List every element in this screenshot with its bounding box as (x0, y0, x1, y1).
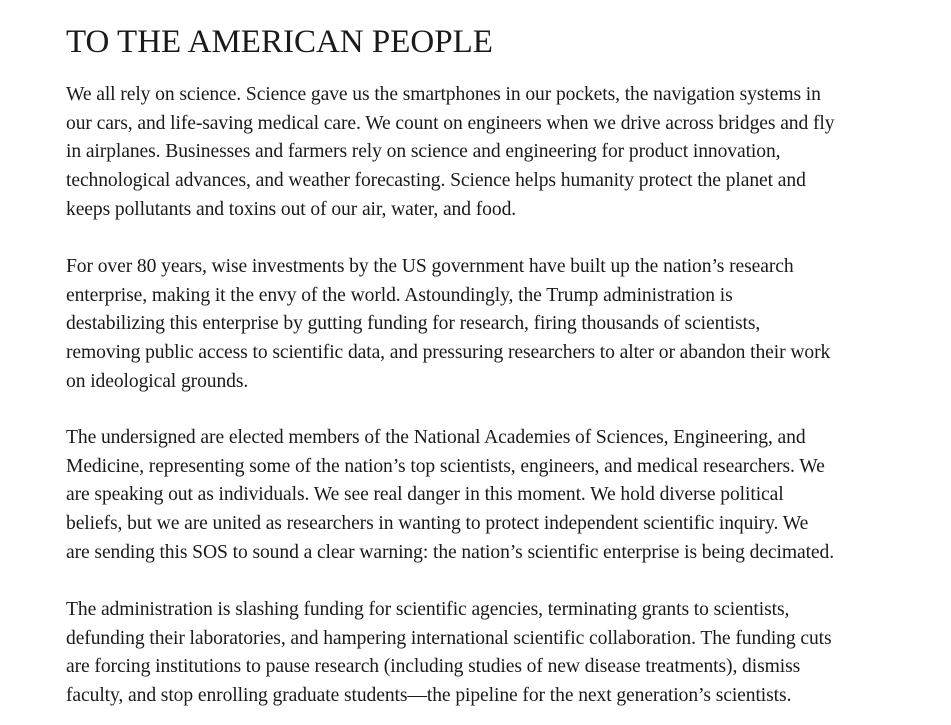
paragraph-line: in airplanes. Businesses and farmers rely on science and engineering for product innovation, (66, 141, 781, 163)
paragraph-line: removing public access to scientific data, and pressuring researchers to alter or abandon their work (66, 342, 831, 364)
paragraph-line: The undersigned are elected members of the National Academies of Sciences, Engineering, and (66, 427, 806, 448)
paragraph-undersigned (66, 424, 936, 568)
letter-title: TO THE AMERICAN PEOPLE (66, 24, 493, 60)
paragraph-line: The administration is slashing funding for scientific agencies, terminating grants to scientists, (66, 599, 790, 620)
paragraph-science-reliance (66, 81, 936, 225)
paragraph-line: on ideological grounds. (66, 370, 249, 392)
paragraph-line: keeps pollutants and toxins out of our air, water, and food. (66, 198, 517, 220)
paragraph-funding-cuts (66, 596, 936, 711)
paragraph-line: defunding their laboratories, and hampering international scientific collaboration. The funding cuts (66, 627, 832, 649)
paragraph-line: Medicine, representing some of the nation’s top scientists, engineers, and medical researchers. We (66, 455, 825, 477)
paragraph-line: are speaking out as individuals. We see real danger in this moment. We hold diverse political (66, 484, 784, 506)
paragraph-government-investment (66, 253, 936, 397)
paragraph-line: are forcing institutions to pause research (including studies of new disease treatments), dismiss (66, 656, 801, 678)
paragraph-line: beliefs, but we are united as researchers in wanting to protect independent scientific inquiry. We (66, 513, 809, 535)
paragraph-line: are sending this SOS to sound a clear warning: the nation’s scientific enterprise is being decimated. (66, 541, 835, 563)
paragraph-line: our cars, and life-saving medical care. We count on engineers when we drive across bridges and fly (66, 112, 835, 134)
paragraph-line: We all rely on science. Science gave us the smartphones in our pockets, the navigation systems in (66, 84, 821, 105)
paragraph-line: technological advances, and weather forecasting. Science helps humanity protect the planet and (66, 170, 806, 192)
paragraph-line: enterprise, making it the envy of the world. Astoundingly, the Trump administration is (66, 284, 733, 306)
paragraph-line: faculty, and stop enrolling graduate students—the pipeline for the next generation’s scientists. (66, 685, 792, 707)
paragraph-line: For over 80 years, wise investments by the US government have built up the nation’s research (66, 256, 794, 277)
paragraph-line: destabilizing this enterprise by gutting funding for research, firing thousands of scientists, (66, 313, 761, 335)
